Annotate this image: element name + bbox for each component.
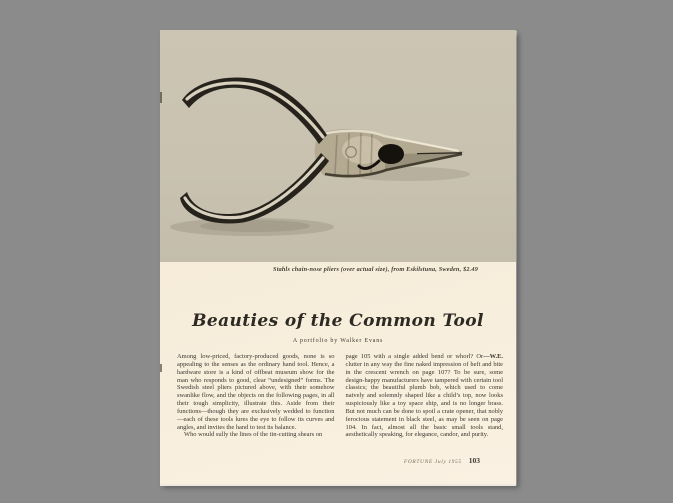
page-footer xyxy=(404,456,480,465)
binding-mark xyxy=(160,92,162,103)
author-initials: —W.E. xyxy=(483,353,503,360)
page-number: 103 xyxy=(468,456,480,465)
photo-caption: Stahls chain-nose pliers (over actual size), from Eskilstuna, Sweden, $2.49 xyxy=(273,266,478,273)
text-column-right xyxy=(346,353,504,439)
body-text xyxy=(177,353,503,439)
paragraph: Among low-priced, factory-produced goods, none is so appealing to the senses as the ordinary hand tool. Hence, a hardware store is a kind of offbeat museum show for the man who responds to good, clear “undesigned” forms. The Swedish steel pliers pictured above, with their somehow swanlike flow, and the objects on the following pages, in all their tough simplicity, illustrate this. Aside from their functions—though they are exclusively wedded to function—each of these tools lures the eye to follow its curves and angles, and invites the hand to test its balance. xyxy=(177,353,335,431)
photo-plate xyxy=(160,30,516,262)
article-title: Beauties of the Common Tool xyxy=(192,311,484,331)
article-byline: A portfolio by Walker Evans xyxy=(292,338,384,344)
paragraph-text: page 105 with a single added bend or whorl? Or clutter in any way the fine naked impression of heft and bite in the crescent wrench on page 107? To be sure, some design-happy manufacturers have tampered with certain tool classics; the beautiful plumb bob, which used to come naively and solemnly shaped like a child’s top, now looks suspiciously like a toy space ship, and is no longer brass. But not much can be done to spoil a crate opener, that nobly ferocious statement in black steel, as may be seen on page 104. In fact, almost all the basic small tools stand, aesthetically speaking, for elegance, candor, and purity. xyxy=(345,353,503,439)
text-column-left xyxy=(177,353,335,439)
binding-mark xyxy=(160,364,162,372)
magazine-name-date: FORTUNE July 1955 xyxy=(403,459,462,465)
chain-nose-pliers-image xyxy=(160,30,516,262)
paragraph xyxy=(346,353,504,439)
paragraph: Who would sully the lines of the tin-cutting shears on xyxy=(184,431,323,439)
magazine-page xyxy=(160,30,516,484)
